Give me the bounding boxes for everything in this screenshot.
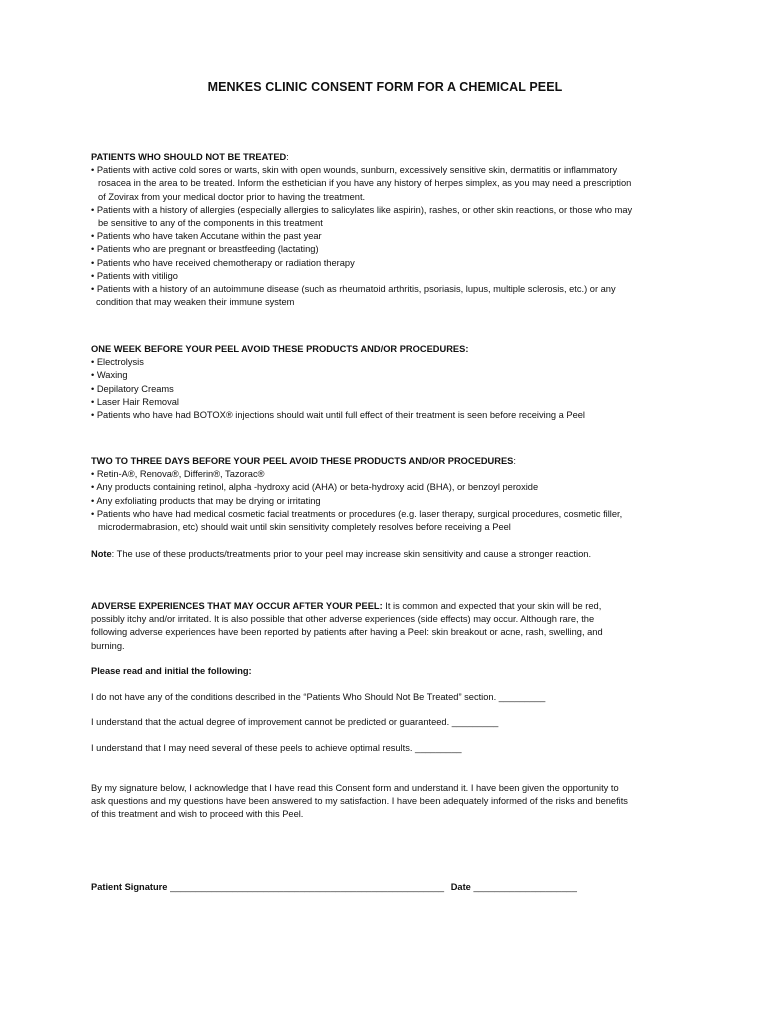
note-paragraph	[91, 548, 691, 561]
list-item: • Patients with active cold sores or warts, skin with open wounds, sunburn, excessively sensitive skin, dermatitis or inflammatory	[91, 165, 618, 176]
heading-colon: :	[286, 152, 289, 162]
section-heading-text: TWO TO THREE DAYS BEFORE YOUR PEEL AVOID THESE PRODUCTS AND/OR PROCEDURES	[91, 456, 514, 466]
adverse-experiences-paragraph	[91, 600, 691, 653]
signature-row	[91, 882, 577, 892]
list-item: • Patients who have taken Accutane within the past year	[91, 231, 322, 242]
section-two-to-three-days-before	[91, 455, 691, 534]
heading-colon: :	[513, 456, 516, 466]
patient-signature-field[interactable]: _____________________________________________________	[170, 882, 445, 892]
list-item-continuation: microdermabrasion, etc) should wait until skin sensitivity completely resolves before receiving a Peel	[98, 522, 511, 533]
adverse-text-line: following adverse experiences have been reported by patients after having a Peel: skin breakout or acne, rash, swelling, and	[91, 627, 603, 638]
initial-statement-improvement[interactable]: I understand that the actual degree of improvement cannot be predicted or guaranteed. _________	[91, 717, 499, 727]
initial-statement-conditions[interactable]: I do not have any of the conditions described in the “Patients Who Should Not Be Treated” section. _________	[91, 692, 546, 702]
list-item: • Any exfoliating products that may be drying or irritating	[91, 495, 321, 506]
section-heading: ONE WEEK BEFORE YOUR PEEL AVOID THESE PRODUCTS AND/OR PROCEDURES:	[91, 344, 469, 354]
list-item-continuation: of Zovirax from your medical doctor prior to having the treatment.	[98, 191, 366, 202]
date-field[interactable]: ____________________	[473, 882, 577, 892]
initials-heading: Please read and initial the following:	[91, 666, 252, 676]
section-heading-text: PATIENTS WHO SHOULD NOT BE TREATED	[91, 152, 287, 162]
list-item: • Any products containing retinol, alpha -hydroxy acid (AHA) or beta-hydroxy acid (BHA), or benzoyl peroxide	[91, 482, 539, 493]
section-should-not-be-treated	[91, 151, 691, 309]
acknowledgement-line: of this treatment and wish to proceed with this Peel.	[91, 809, 304, 820]
adverse-text-line: possibly itchy and/or irritated. It is also possible that other adverse experiences (side effects) may occur. Although rare, the	[91, 614, 595, 625]
acknowledgement-paragraph	[91, 782, 691, 822]
list-item: • Depilatory Creams	[91, 383, 174, 394]
acknowledgement-line: By my signature below, I acknowledge that I have read this Consent form and understand it. I have been given the opportunity to	[91, 783, 619, 793]
section-heading	[91, 455, 691, 468]
page-title: MENKES CLINIC CONSENT FORM FOR A CHEMICAL PEEL	[207, 80, 563, 94]
list-item-continuation: rosacea in the area to be treated. Inform the esthetician if you have any history of herpes simplex, as you may need a prescription	[98, 178, 632, 189]
list-item-continuation: condition that may weaken their immune system	[96, 297, 295, 308]
list-item: • Patients who have had BOTOX® injections should wait until full effect of their treatment is seen before receiving a Peel	[91, 410, 585, 421]
list-item: • Patients who have received chemotherapy or radiation therapy	[91, 257, 355, 268]
list-item: • Patients with vitiligo	[91, 270, 178, 281]
date-label: Date	[450, 882, 471, 892]
section-one-week-before	[91, 343, 691, 422]
list-item-continuation: be sensitive to any of the components in this treatment	[98, 218, 323, 229]
patient-signature-label: Patient Signature	[91, 882, 168, 892]
adverse-text-line: burning.	[91, 640, 125, 651]
adverse-text: It is common and expected that your skin will be red,	[382, 601, 602, 611]
list-item: • Patients with a history of allergies (especially allergies to salicylates like aspirin), rashes, or other skin reactions, or those who may	[91, 204, 633, 215]
acknowledgement-line: ask questions and my questions have been answered to my satisfaction. I have been adequately informed of the risks and benefits	[91, 796, 628, 807]
adverse-heading: ADVERSE EXPERIENCES THAT MAY OCCUR AFTER YOUR PEEL:	[91, 601, 383, 611]
note-label: Note	[91, 549, 112, 559]
list-item: • Waxing	[91, 370, 128, 381]
list-item: • Patients with a history of an autoimmune disease (such as rheumatoid arthritis, psoriasis, lupus, multiple sclerosis, etc.) or any	[91, 284, 616, 295]
list-item: • Retin-A®, Renova®, Differin®, Tazorac®	[91, 469, 265, 480]
adverse-first-line	[91, 600, 691, 613]
list-item: • Patients who are pregnant or breastfeeding (lactating)	[91, 244, 319, 255]
initial-statement-several-peels[interactable]: I understand that I may need several of these peels to achieve optimal results. _________	[91, 743, 462, 753]
list-item: • Electrolysis	[91, 357, 144, 368]
note-text: : The use of these products/treatments prior to your peel may increase skin sensitivity and cause a stronger reaction.	[111, 549, 592, 559]
list-item: • Patients who have had medical cosmetic facial treatments or procedures (e.g. laser therapy, surgical procedures, cosmetic filler,	[91, 508, 623, 519]
list-item: • Laser Hair Removal	[91, 396, 179, 407]
section-heading	[91, 151, 691, 164]
